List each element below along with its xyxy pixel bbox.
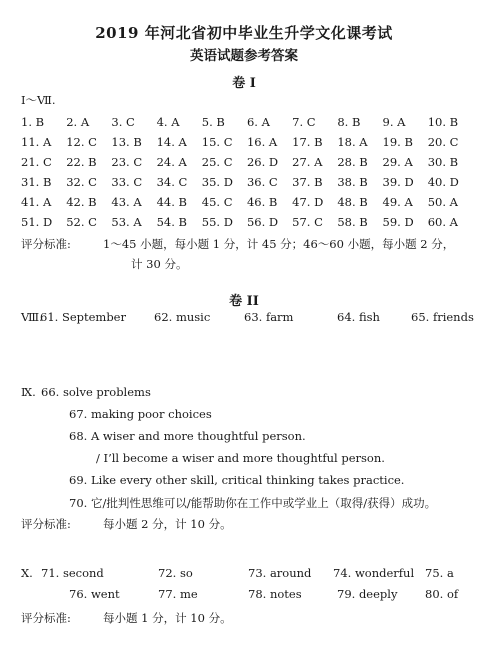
answer-cell: 41. A bbox=[21, 195, 52, 209]
x-scoring-label: 评分标准: bbox=[21, 611, 71, 625]
answer-cell: 39. D bbox=[382, 175, 414, 189]
answer-78: 78. notes bbox=[248, 587, 302, 601]
document-subtitle: 英语试题参考答案 bbox=[190, 48, 298, 64]
answer-65: 65. friends bbox=[411, 310, 474, 324]
answer-62: 62. music bbox=[154, 310, 211, 324]
answer-66: 66. solve problems bbox=[41, 385, 151, 399]
answer-cell: 9. A bbox=[382, 115, 406, 129]
part1-scoring-line1: 1～45 小题，每小题 1 分，计 45 分；46～60 小题，每小题 2 分， bbox=[103, 237, 455, 251]
answer-cell: 32. C bbox=[66, 175, 97, 189]
answer-cell: 30. B bbox=[427, 155, 459, 169]
answer-row bbox=[21, 152, 473, 172]
answer-cell: 59. D bbox=[382, 215, 414, 229]
answer-cell: 47. D bbox=[292, 195, 324, 209]
answer-cell: 17. B bbox=[292, 135, 323, 149]
answer-cell: 13. B bbox=[111, 135, 142, 149]
x-scoring: 每小题 1 分，计 10 分。 bbox=[103, 611, 232, 625]
answer-cell: 55. D bbox=[201, 215, 233, 229]
answer-64: 64. fish bbox=[337, 310, 380, 324]
answer-cell: 21. C bbox=[21, 155, 52, 169]
answer-72: 72. so bbox=[158, 566, 193, 580]
answer-cell: 11. A bbox=[21, 135, 52, 149]
answer-row bbox=[21, 212, 473, 232]
answer-cell: 36. C bbox=[246, 175, 278, 189]
answer-73: 73. around bbox=[248, 566, 312, 580]
answer-cell: 24. A bbox=[156, 155, 187, 169]
answer-cell: 52. C bbox=[66, 215, 97, 229]
answer-75: 75. a bbox=[425, 566, 454, 580]
answer-cell: 57. C bbox=[292, 215, 323, 229]
answer-cell: 18. A bbox=[337, 135, 368, 149]
part1-answer-grid bbox=[21, 112, 473, 232]
answer-cell: 44. B bbox=[156, 195, 187, 209]
answer-68: 68. A wiser and more thoughtful person. bbox=[69, 429, 306, 443]
answer-cell: 53. A bbox=[111, 215, 142, 229]
answer-cell: 31. B bbox=[21, 175, 52, 189]
answer-76: 76. went bbox=[69, 587, 120, 601]
ix-scoring: 每小题 2 分，计 10 分。 bbox=[103, 517, 232, 531]
part1-range-label: Ⅰ～Ⅶ. bbox=[21, 93, 56, 107]
answer-63: 63. farm bbox=[244, 310, 294, 324]
answer-cell: 3. C bbox=[111, 115, 135, 129]
answer-69: 69. Like every other skill, critical thinking takes practice. bbox=[69, 473, 405, 487]
answer-cell: 60. A bbox=[427, 215, 458, 229]
part2-heading: 卷 II bbox=[229, 294, 259, 309]
answer-cell: 58. B bbox=[337, 215, 368, 229]
answer-cell: 26. D bbox=[246, 155, 279, 169]
part1-heading: 卷 I bbox=[232, 76, 256, 91]
answer-cell: 20. C bbox=[427, 135, 459, 149]
answer-cell: 23. C bbox=[111, 155, 143, 169]
answer-cell: 14. A bbox=[156, 135, 187, 149]
answer-cell: 12. C bbox=[66, 135, 97, 149]
answer-cell: 35. D bbox=[201, 175, 233, 189]
part1-scoring-label: 评分标准: bbox=[21, 237, 71, 251]
answer-71: 71. second bbox=[41, 566, 104, 580]
answer-cell: 51. D bbox=[21, 215, 53, 229]
answer-cell: 42. B bbox=[66, 195, 97, 209]
answer-row bbox=[21, 192, 473, 212]
answer-cell: 19. B bbox=[382, 135, 413, 149]
answer-cell: 38. B bbox=[337, 175, 368, 189]
answer-cell: 54. B bbox=[156, 215, 187, 229]
part1-scoring-line2: 计 30 分。 bbox=[131, 257, 188, 271]
answer-cell: 4. A bbox=[156, 115, 180, 129]
answer-cell: 46. B bbox=[246, 195, 278, 209]
answer-cell: 33. C bbox=[111, 175, 143, 189]
answer-cell: 40. D bbox=[427, 175, 459, 189]
answer-80: 80. of bbox=[425, 587, 459, 601]
answer-cell: 49. A bbox=[382, 195, 413, 209]
answer-cell: 7. C bbox=[292, 115, 316, 129]
answer-cell: 48. B bbox=[337, 195, 368, 209]
answer-cell: 2. A bbox=[66, 115, 90, 129]
answer-cell: 8. B bbox=[337, 115, 361, 129]
answer-74: 74. wonderful bbox=[333, 566, 415, 580]
answer-77: 77. me bbox=[158, 587, 198, 601]
answer-cell: 16. A bbox=[246, 135, 278, 149]
answer-cell: 25. C bbox=[201, 155, 233, 169]
answer-cell: 28. B bbox=[337, 155, 368, 169]
answer-cell: 22. B bbox=[66, 155, 97, 169]
answer-79: 79. deeply bbox=[337, 587, 398, 601]
answer-cell: 6. A bbox=[246, 115, 270, 129]
answer-cell: 56. D bbox=[246, 215, 279, 229]
section-ix-label: Ⅸ. bbox=[21, 385, 36, 399]
answer-67: 67. making poor choices bbox=[69, 407, 212, 421]
answer-cell: 34. C bbox=[156, 175, 188, 189]
answer-cell: 5. B bbox=[201, 115, 225, 129]
section-x-label: Ⅹ. bbox=[21, 566, 33, 580]
answer-68-alt: / I’ll become a wiser and more thoughtful person. bbox=[96, 451, 385, 465]
ix-scoring-label: 评分标准: bbox=[21, 517, 71, 531]
answer-cell: 29. A bbox=[382, 155, 413, 169]
answer-cell: 45. C bbox=[201, 195, 233, 209]
answer-cell: 1. B bbox=[21, 115, 45, 129]
answer-61: 61. September bbox=[40, 310, 126, 324]
answer-cell: 43. A bbox=[111, 195, 142, 209]
answer-row bbox=[21, 132, 473, 152]
answer-row bbox=[21, 112, 473, 132]
answer-cell: 10. B bbox=[427, 115, 459, 129]
answer-cell: 37. B bbox=[292, 175, 323, 189]
answer-row bbox=[21, 172, 473, 192]
document-title: 2019 年河北省初中毕业生升学文化课考试 bbox=[95, 24, 393, 42]
answer-70: 70. 它/批判性思维可以/能帮助你在工作中或学业上（取得/获得）成功。 bbox=[69, 496, 437, 510]
section-viii-label: Ⅷ. bbox=[21, 310, 43, 324]
answer-cell: 15. C bbox=[201, 135, 233, 149]
answer-cell: 27. A bbox=[292, 155, 323, 169]
answer-cell: 50. A bbox=[427, 195, 458, 209]
